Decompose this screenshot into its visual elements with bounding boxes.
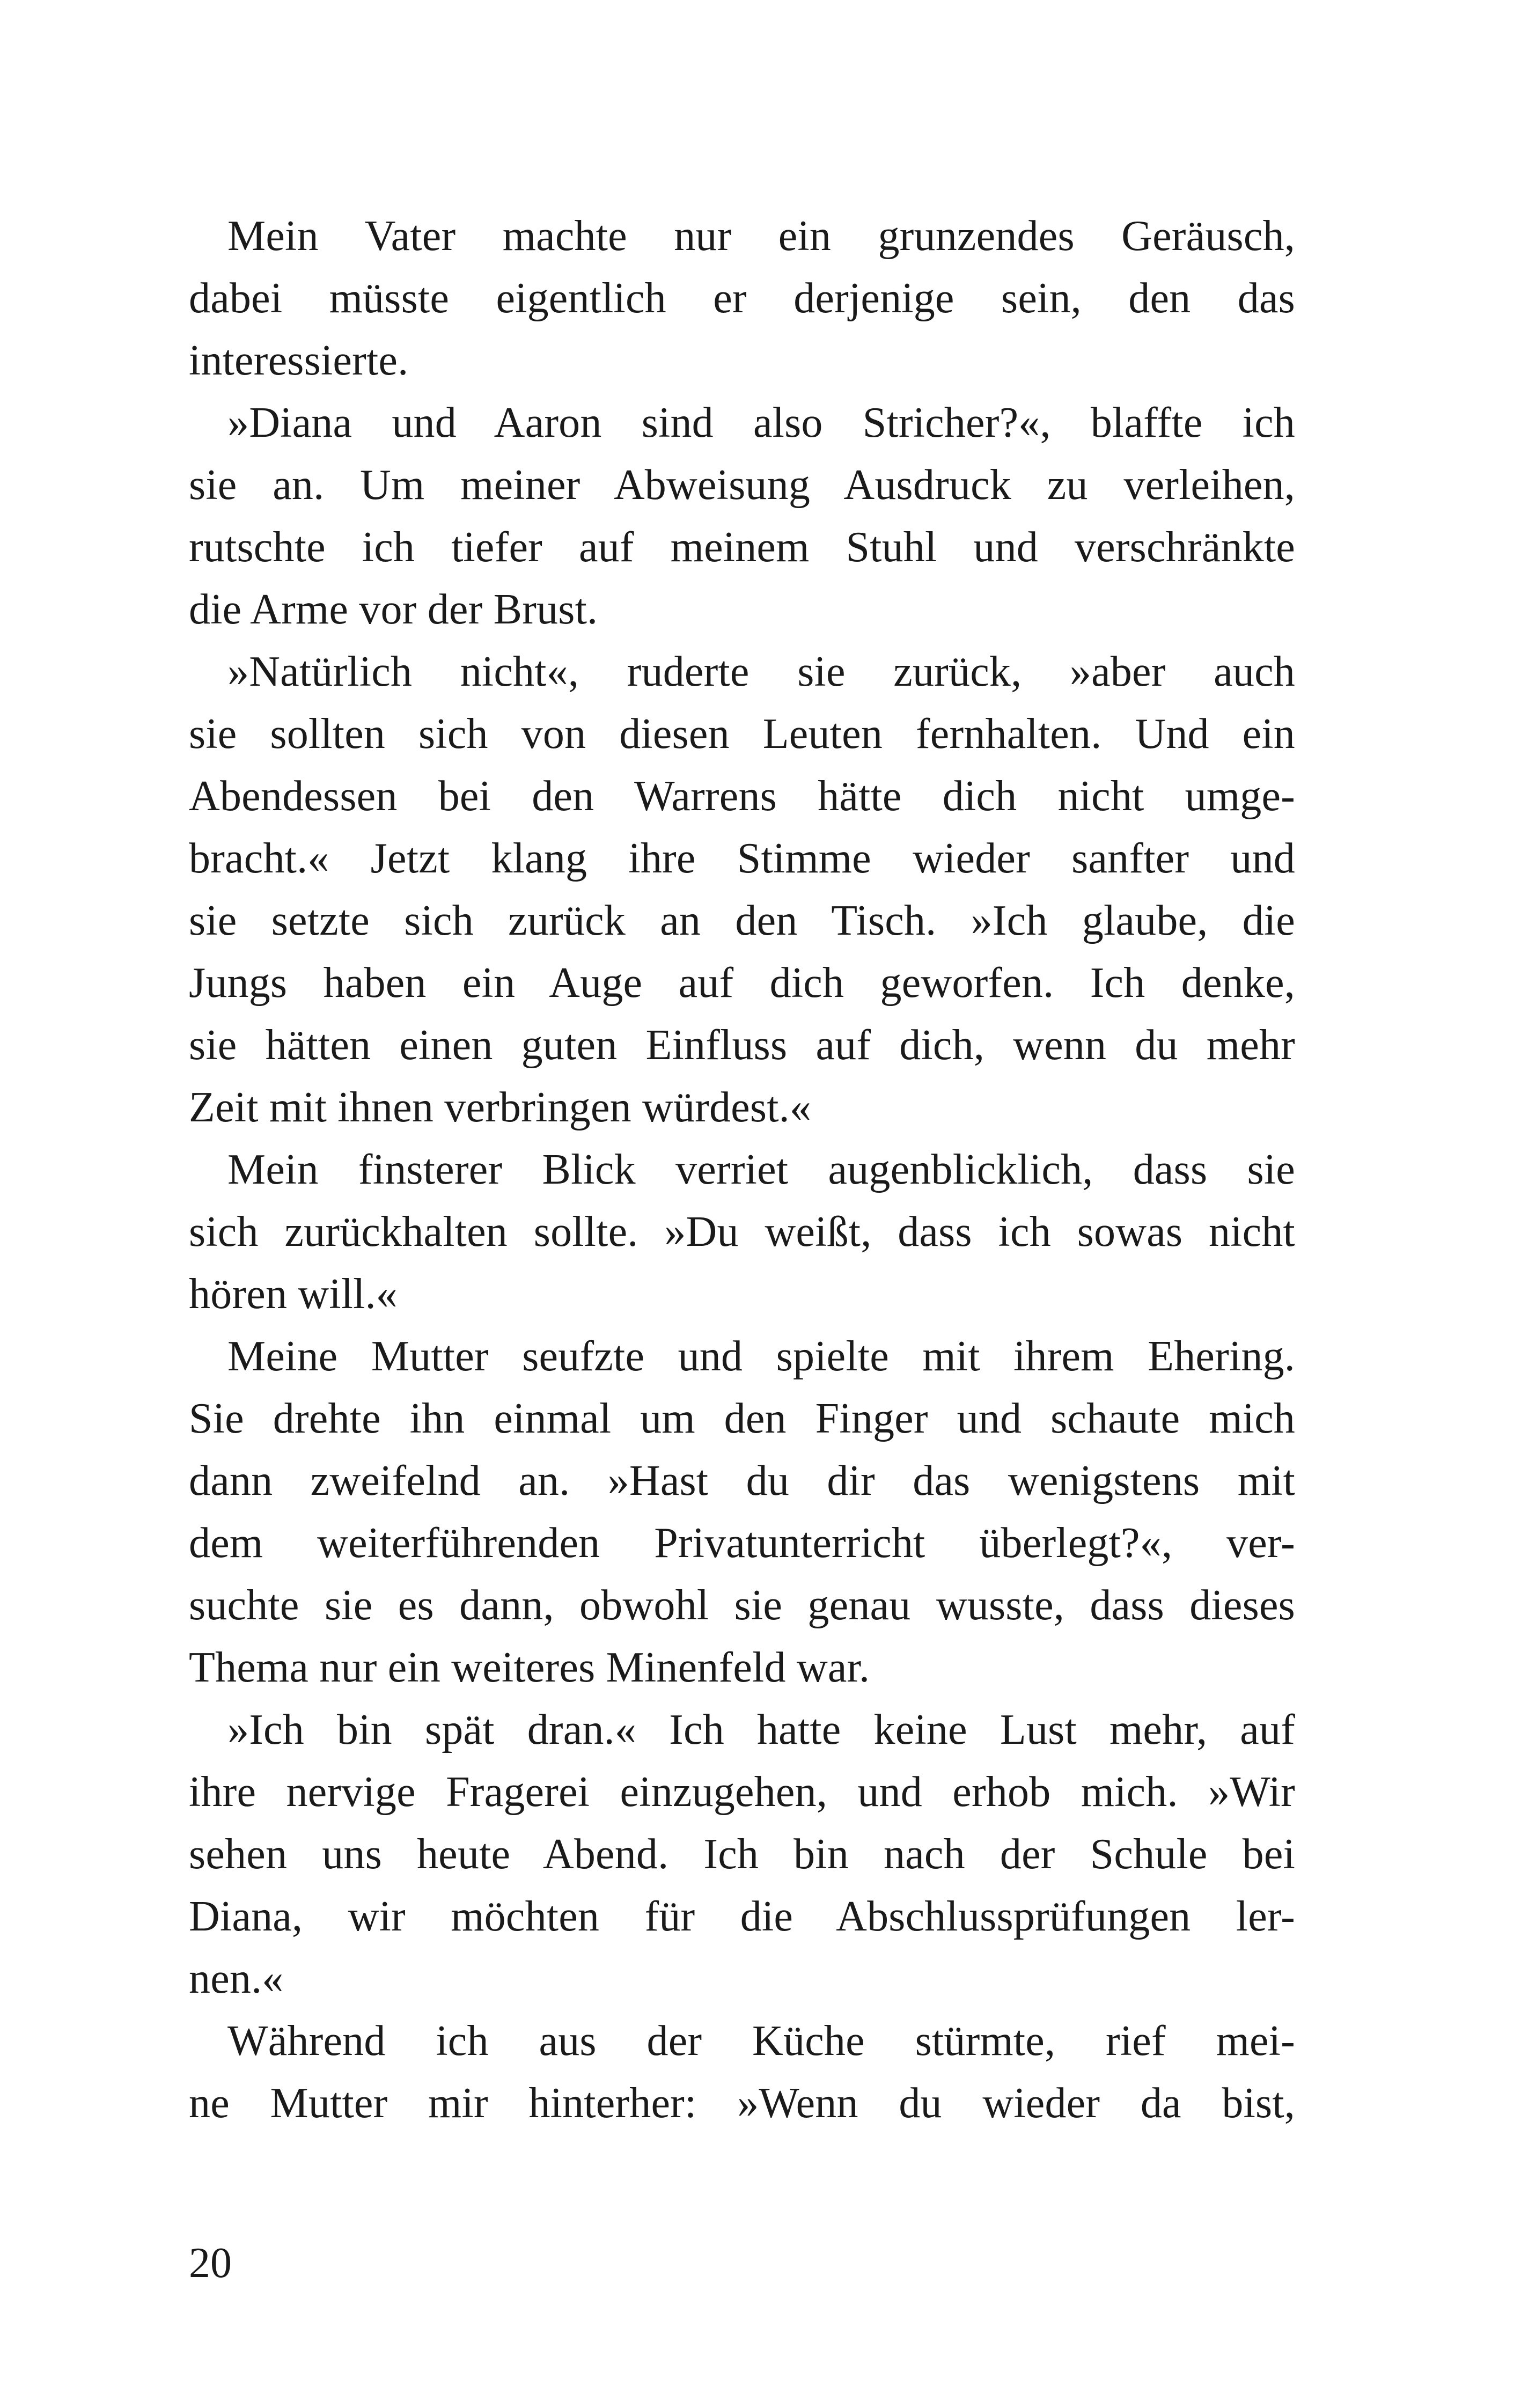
text-line: Sie drehte ihn einmal um den Finger und schaute mich xyxy=(189,1395,1295,1442)
text-line: sie sollten sich von diesen Leuten fernhalten. Und ein xyxy=(189,710,1295,758)
text-line: sie setzte sich zurück an den Tisch. »Ich glaube, die xyxy=(189,897,1295,944)
text-line: sehen uns heute Abend. Ich bin nach der Schule bei xyxy=(189,1831,1295,1878)
text-line: Zeit mit ihnen verbringen würdest.« xyxy=(189,1084,812,1131)
text-line: Abendessen bei den Warrens hätte dich nicht umge- xyxy=(189,773,1295,820)
text-line: Meine Mutter seufzte und spielte mit ihrem Ehering. xyxy=(227,1333,1295,1380)
text-line: Diana, wir möchten für die Abschlussprüfungen ler- xyxy=(189,1893,1295,1940)
text-line: »Diana und Aaron sind also Stricher?«, blaffte ich xyxy=(227,399,1295,446)
text-line: Thema nur ein weiteres Minenfeld war. xyxy=(189,1644,870,1691)
text-line: hören will.« xyxy=(189,1271,398,1318)
text-line: nen.« xyxy=(189,1955,284,2002)
text-line: dabei müsste eigentlich er derjenige sein, den das xyxy=(189,275,1295,322)
text-line: ihre nervige Fragerei einzugehen, und erhob mich. »Wir xyxy=(189,1768,1295,1816)
text-line: dann zweifelnd an. »Hast du dir das wenigstens mit xyxy=(189,1457,1295,1504)
text-line: sie hätten einen guten Einfluss auf dich, wenn du mehr xyxy=(189,1022,1295,1069)
text-line: sich zurückhalten sollte. »Du weißt, dass ich sowas nicht xyxy=(189,1208,1295,1256)
text-line: suchte sie es dann, obwohl sie genau wusste, dass dieses xyxy=(189,1582,1295,1629)
text-line: die Arme vor der Brust. xyxy=(189,586,598,633)
text-line: rutschte ich tiefer auf meinem Stuhl und verschränkte xyxy=(189,524,1295,571)
text-line: ne Mutter mir hinterher: »Wenn du wieder da bist, xyxy=(189,2080,1295,2127)
text-line: Während ich aus der Küche stürmte, rief mei- xyxy=(227,2017,1295,2065)
body-text xyxy=(189,205,1295,2134)
text-line: Mein finsterer Blick verriet augenblicklich, dass sie xyxy=(227,1146,1295,1193)
text-line: »Ich bin spät dran.« Ich hatte keine Lust mehr, auf xyxy=(227,1706,1295,1753)
text-line: Jungs haben ein Auge auf dich geworfen. Ich denke, xyxy=(189,959,1295,1007)
text-line: bracht.« Jetzt klang ihre Stimme wieder sanfter und xyxy=(189,835,1295,882)
text-line: »Natürlich nicht«, ruderte sie zurück, »aber auch xyxy=(227,648,1295,695)
text-line: dem weiterführenden Privatunterricht überlegt?«, ver- xyxy=(189,1519,1295,1567)
text-line: Mein Vater machte nur ein grunzendes Geräusch, xyxy=(227,212,1295,260)
page-number: 20 xyxy=(189,2240,232,2287)
text-line: interessierte. xyxy=(189,337,409,384)
text-line: sie an. Um meiner Abweisung Ausdruck zu verleihen, xyxy=(189,461,1295,509)
